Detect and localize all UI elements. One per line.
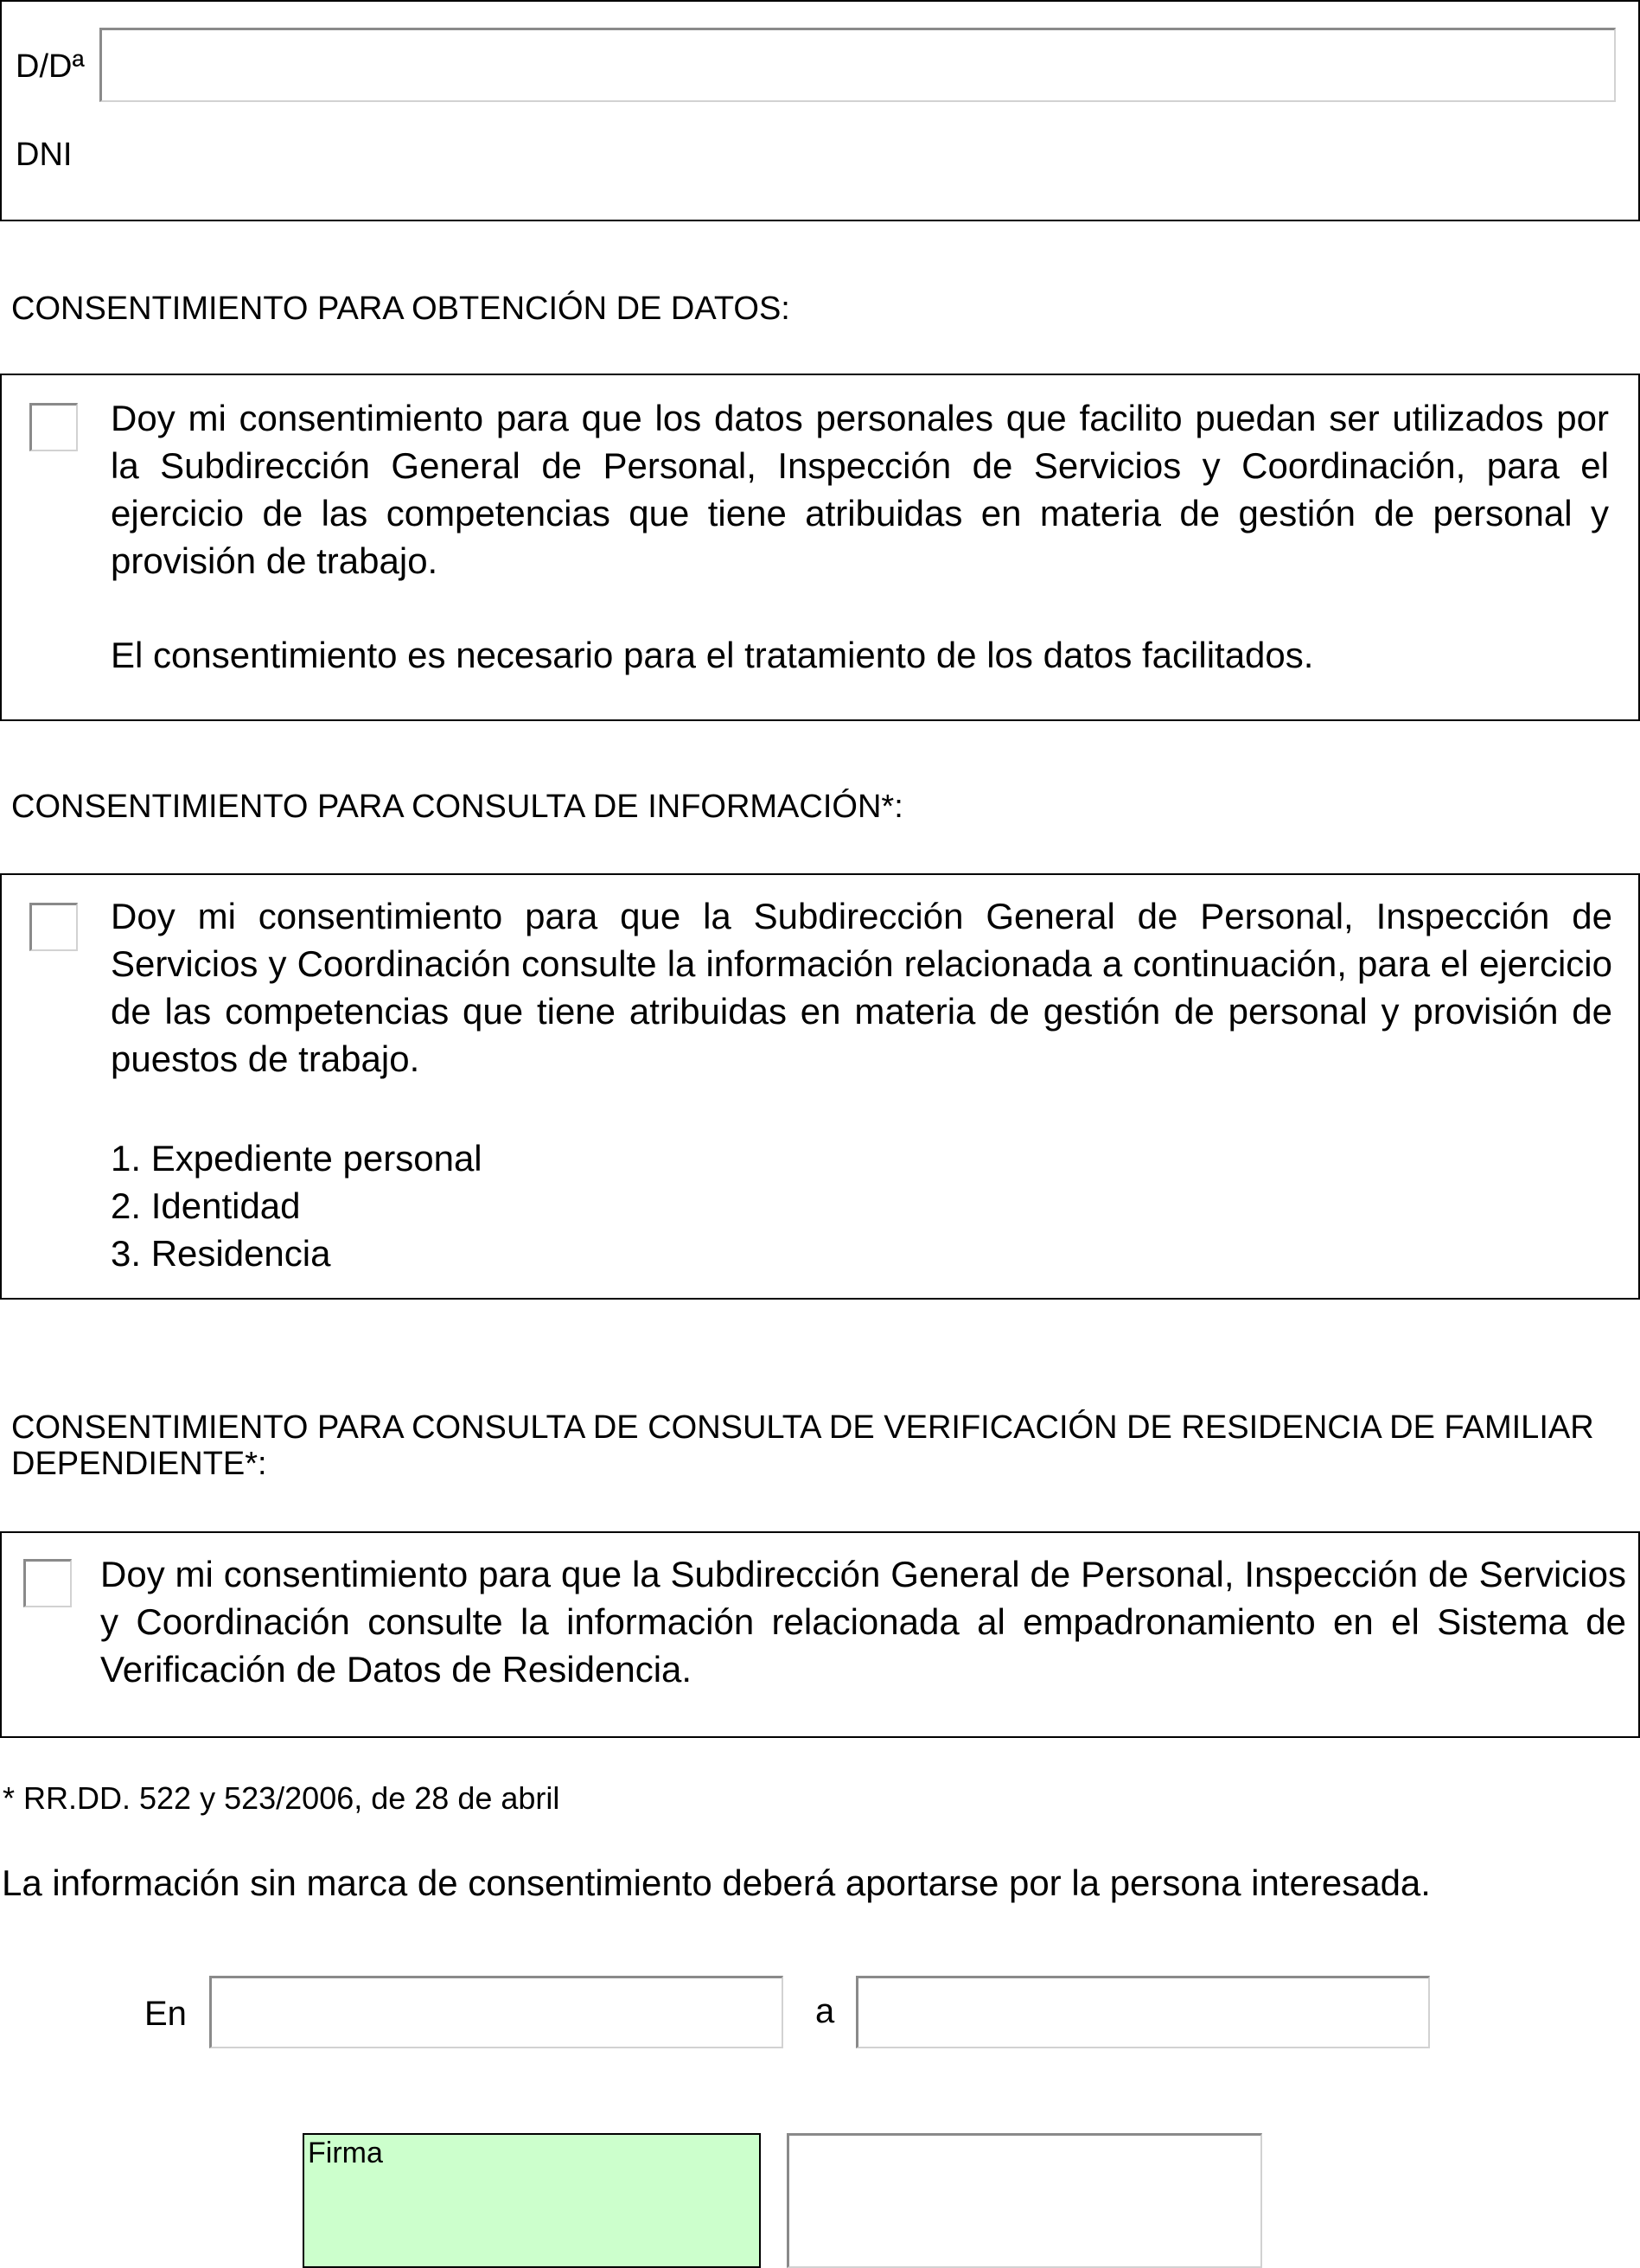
consent-note-obtencion: El consentimiento es necesario para el tratamiento de los datos facilitados. — [111, 635, 1314, 675]
signature-label: Firma — [308, 2137, 383, 2169]
date-field[interactable] — [856, 1976, 1430, 2048]
notice-text: La información sin marca de consentimiento deberá aportarse por la persona interesada. — [2, 1862, 1431, 1903]
consent-checkbox-consulta[interactable] — [29, 903, 78, 951]
consent-box-residencia — [0, 1531, 1640, 1738]
name-label: D/Dª — [16, 48, 85, 85]
consent-text-obtencion: Doy mi consentimiento para que los datos personales que facilito puedan ser utilizados por la Subdirección General de Personal, Inspección de Servicios y Coordinación, para el ejercicio de las competencias que tiene atribuidas en materia de gestión de personal y provisión de trabajo. — [111, 398, 1609, 581]
list-item: 1. Expediente personal — [111, 1138, 482, 1179]
en-label: En — [144, 1995, 187, 2033]
consent-text-residencia: Doy mi consentimiento para que la Subdirección General de Personal, Inspección de Servicios y Coordinación consulte la información relacionada al empadronamiento en el Sistema de Verificación de Datos de Residencia. — [100, 1554, 1626, 1690]
consent-checkbox-obtencion[interactable] — [29, 403, 78, 451]
section-title-residencia: CONSENTIMIENTO PARA CONSULTA DE CONSULTA DE VERIFICACIÓN DE RESIDENCIA DE FAMILIAR DEPENDIENTE*: — [11, 1409, 1594, 1482]
name-field[interactable] — [99, 28, 1616, 102]
identity-box — [0, 0, 1640, 221]
signature-box[interactable] — [303, 2133, 761, 2268]
a-label: a — [815, 1992, 835, 2030]
consent-text-consulta: Doy mi consentimiento para que la Subdirección General de Personal, Inspección de Servicios y Coordinación consulte la información relacionada a continuación, para el ejercicio de las competencias que tiene atribuidas en materia de gestión de personal y provisión de puestos de trabajo. — [111, 896, 1612, 1079]
section-title-obtencion: CONSENTIMIENTO PARA OBTENCIÓN DE DATOS: — [11, 291, 790, 327]
list-item: 2. Identidad — [111, 1185, 301, 1226]
place-field[interactable] — [209, 1976, 783, 2048]
dni-label: DNI — [16, 137, 73, 173]
signature-date-field[interactable] — [787, 2133, 1262, 2268]
section-title-consulta: CONSENTIMIENTO PARA CONSULTA DE INFORMACIÓN*: — [11, 789, 903, 825]
list-item: 3. Residencia — [111, 1233, 331, 1274]
consent-checkbox-residencia[interactable] — [23, 1559, 72, 1607]
consent-box-obtencion — [0, 374, 1640, 721]
consent-box-consulta — [0, 873, 1640, 1300]
footnote: * RR.DD. 522 y 523/2006, de 28 de abril — [3, 1780, 560, 1816]
